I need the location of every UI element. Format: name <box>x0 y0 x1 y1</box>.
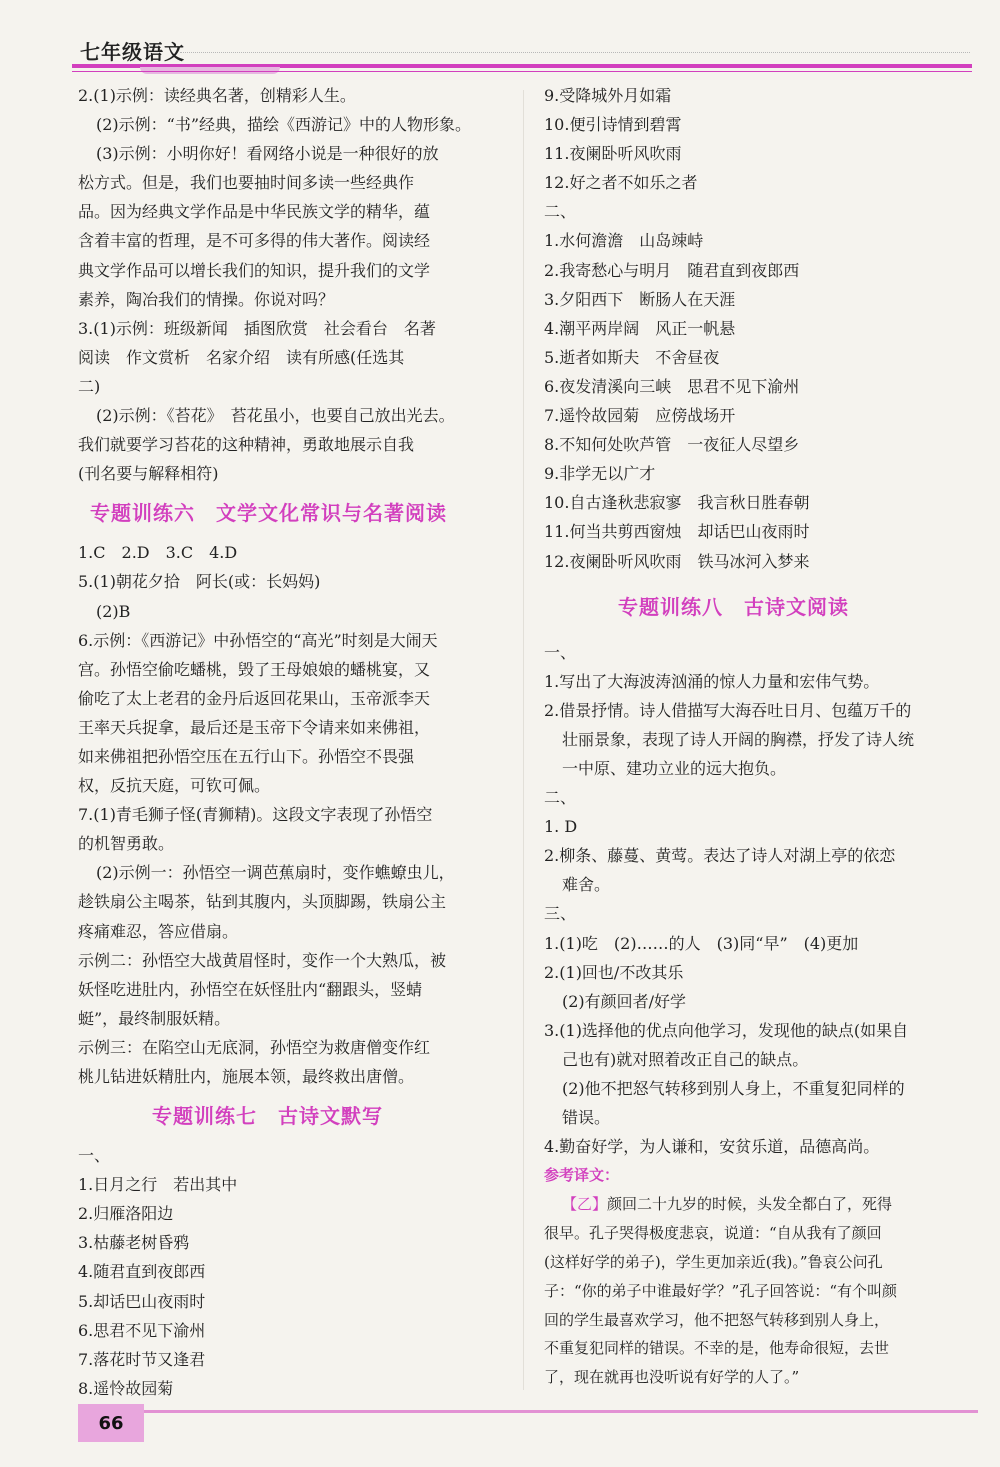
answer-line: 2.(1)回也/不改其乐 <box>544 962 684 982</box>
answer-line: (2)示例一：孙悟空一调芭蕉扇时，变作蟭蟟虫儿， <box>96 863 455 883</box>
answer-line: 我们就要学习苔花的这种精神，勇敢地展示自我 <box>78 435 415 455</box>
translation-line <box>544 1363 974 1392</box>
answer-line: 9.受降城外月如霜 <box>544 86 672 105</box>
answer-line: 3.(1)选择他的优点向他学习，发现他的缺点(如果自 <box>544 1020 909 1040</box>
answer-line: 二、 <box>544 788 577 808</box>
answer-line: 7.落花时节又逢君 <box>78 1349 206 1369</box>
answer-line: 示例二：孙悟空大战黄眉怪时，变作一个大熟瓜，被 <box>78 950 447 970</box>
translation-text: 了，现在就再也没听说有好学的人了。” <box>544 1368 800 1387</box>
answer-line: 偷吃了太上老君的金丹后返回花果山，玉帝派李天 <box>78 688 431 708</box>
answer-line: 一、 <box>78 1146 111 1166</box>
answer-line: 1.C 2.D 3.C 4.D <box>78 543 238 563</box>
answer-line: 10.便引诗情到碧霄 <box>544 115 682 135</box>
answer-line: 2.我寄愁心与明月 随君直到夜郎西 <box>544 260 800 280</box>
answer-line: 松方式。但是，我们也要抽时间多读一些经典作 <box>78 173 415 193</box>
answer-line: 9.非学无以广才 <box>544 464 656 484</box>
answer-line: (2)他不把怒气转移到别人身上，不重复犯同样的 <box>562 1079 905 1098</box>
answer-line: 的机智勇敢。 <box>78 834 175 854</box>
answer-line: (2)B <box>96 601 131 621</box>
answer-line: 权，反抗天庭，可钦可佩。 <box>78 776 271 796</box>
passage-marker: 【乙】 <box>562 1195 608 1214</box>
answer-line: 2.(1)示例：读经典名著，创精彩人生。 <box>78 86 356 105</box>
page-header <box>0 0 1000 90</box>
answer-line: 素养，陶冶我们的情操。你说对吗？ <box>78 289 335 309</box>
answer-line: 1. D <box>544 817 578 837</box>
answer-line: 示例三：在陷空山无底洞，孙悟空为救唐僧变作红 <box>78 1037 431 1057</box>
answer-line: 4.勤奋好学，为人谦和，安贫乐道，品德高尚。 <box>544 1137 880 1157</box>
translation-line <box>544 1334 974 1363</box>
answer-line: (2)示例：《苔花》 苔花虽小，也要自己放出光去。 <box>96 406 455 426</box>
footer-rule <box>78 1410 978 1413</box>
answer-line: 1.水何澹澹 山岛竦峙 <box>544 231 704 251</box>
answer-line: 7.遥怜故园菊 应傍战场开 <box>544 406 736 426</box>
answer-line: 4.潮平两岸阔 风正一帆悬 <box>544 318 736 338</box>
answer-line: 含着丰富的哲理，是不可多得的伟大著作。阅读经 <box>78 231 431 251</box>
answer-line: 壮丽景象，表现了诗人开阔的胸襟，抒发了诗人统 <box>562 729 915 749</box>
translation-text: 颜回二十九岁的时候，头发全都白了，死得 <box>607 1195 893 1214</box>
translation-line <box>544 1248 974 1277</box>
answer-line: 12.好之者不如乐之者 <box>544 173 698 193</box>
answer-line: 1.写出了大海波涛汹涌的惊人力量和宏伟气势。 <box>544 671 880 691</box>
answer-line: 典文学作品可以增长我们的知识，提升我们的文学 <box>78 260 431 280</box>
answer-line: 10.自古逢秋悲寂寥 我言秋日胜春朝 <box>544 493 810 513</box>
section-heading: 专题训练六 文学文化常识与名著阅读 <box>90 501 447 526</box>
translation-text: 很早。孔子哭得极度悲哀，说道：“自从我有了颜回 <box>544 1224 882 1243</box>
answer-line: 趁铁扇公主喝茶，钻到其腹内，头顶脚踢，铁扇公主 <box>78 892 447 912</box>
answer-line: 如来佛祖把孙悟空压在五行山下。孙悟空不畏强 <box>78 746 415 766</box>
answer-line: 5.(1)朝花夕拾 阿长(或：长妈妈) <box>78 572 321 592</box>
answer-line: (刊名要与解释相符) <box>78 464 219 484</box>
answer-line: (2)有颜回者/好学 <box>562 991 687 1011</box>
section-heading: 专题训练七 古诗文默写 <box>152 1104 383 1129</box>
header-thin-rule <box>72 71 972 72</box>
answer-line: 2.借景抒情。诗人借描写大海吞吐日月、包蕴万千的 <box>544 700 912 720</box>
answer-line: 一中原、建功立业的远大抱负。 <box>562 758 787 778</box>
right-column <box>544 81 974 1392</box>
answer-line: 桃儿钻进妖精肚内，施展本领，最终救出唐僧。 <box>78 1067 415 1086</box>
answer-line: 品。因为经典文学作品是中华民族文学的精华，蕴 <box>78 202 431 222</box>
book-title: 七年级语文 <box>80 40 185 64</box>
answer-line: 5.逝者如斯夫 不舍昼夜 <box>544 347 720 367</box>
left-column <box>78 81 506 1403</box>
translation-line <box>544 1190 974 1219</box>
answer-line: 疼痛难忍，答应借扇。 <box>78 921 239 941</box>
answer-line: 8.遥怜故园菊 <box>78 1378 174 1398</box>
translation-line <box>544 1219 974 1248</box>
answer-line: 1.(1)吃 (2)……的人 (3)同“早” (4)更加 <box>544 933 859 953</box>
answer-line: 6.思君不见下渝州 <box>78 1320 206 1340</box>
answer-line: 二) <box>78 376 101 396</box>
answer-line: 二、 <box>544 202 577 222</box>
answer-line: 5.却话巴山夜雨时 <box>78 1291 206 1311</box>
answer-line: 阅读 作文赏析 名家介绍 读有所感(任选其 <box>78 347 405 367</box>
header-dotted-rule <box>180 52 970 53</box>
answer-line: (2)示例：“书”经典，描绘《西游记》中的人物形象。 <box>96 115 472 135</box>
answer-line: 1.日月之行 若出其中 <box>78 1175 238 1195</box>
answer-line: 3.(1)示例：班级新闻 插图欣赏 社会看台 名著 <box>78 318 436 338</box>
answer-line: 11.夜阑卧听风吹雨 <box>544 144 682 164</box>
answer-line: 王率天兵捉拿，最后还是玉帝下令请来如来佛祖， <box>78 717 431 737</box>
page-number: 66 <box>78 1404 144 1442</box>
answer-line: 一、 <box>544 642 577 662</box>
translation-line <box>544 1306 974 1335</box>
answer-line: 2.归雁洛阳边 <box>78 1204 174 1224</box>
answer-line: 宫。孙悟空偷吃蟠桃，毁了王母娘娘的蟠桃宴，又 <box>78 659 431 679</box>
answer-line: 蜓”，最终制服妖精。 <box>78 1008 231 1028</box>
translation-text: 不重复犯同样的错误。不幸的是，他寿命很短，去世 <box>544 1339 890 1358</box>
answer-line: 己也有)就对照着改正自己的缺点。 <box>562 1049 809 1069</box>
answer-line: 7.(1)青毛狮子怪(青狮精)。这段文字表现了孙悟空 <box>78 805 433 825</box>
answer-line: (3)示例：小明你好！看网络小说是一种很好的放 <box>96 144 439 164</box>
answer-line: 8.不知何处吹芦管 一夜征人尽望乡 <box>544 435 800 455</box>
translation-text: 子：“你的弟子中谁最好学？”孔子回答说：“有个叫颜 <box>544 1281 898 1300</box>
answer-line: 3.夕阳西下 断肠人在天涯 <box>544 289 736 309</box>
answer-line: 妖怪吃进肚内，孙悟空在妖怪肚内“翻跟头，竖蜻 <box>78 979 423 999</box>
translation-text: 回的学生最喜欢学习，他不把怒气转移到别人身上， <box>544 1310 890 1329</box>
column-divider <box>523 90 524 1390</box>
answer-line: 6.示例：《西游记》中孙悟空的“高光”时刻是大闹天 <box>78 630 438 650</box>
answer-line: 错误。 <box>562 1108 611 1128</box>
answer-line: 12.夜阑卧听风吹雨 铁马冰河入梦来 <box>544 551 810 571</box>
answer-line: 2.柳条、藤蔓、黄莺。表达了诗人对湖上亭的依恋 <box>544 846 896 866</box>
reference-translation-body <box>544 1190 974 1392</box>
section-heading: 专题训练八 古诗文阅读 <box>618 594 849 619</box>
answer-line: 3.枯藤老树昏鸦 <box>78 1233 190 1253</box>
translation-line <box>544 1277 974 1306</box>
answer-line: 4.随君直到夜郎西 <box>78 1262 206 1282</box>
reference-translation-label: 参考译文： <box>544 1166 620 1185</box>
answer-line: 6.夜发清溪向三峡 思君不见下渝州 <box>544 376 800 396</box>
answer-line: 三、 <box>544 904 577 924</box>
translation-text: (这样好学的弟子)，学生更加亲近(我)。”鲁哀公问孔 <box>544 1252 883 1271</box>
answer-line: 11.何当共剪西窗烛 却话巴山夜雨时 <box>544 522 810 542</box>
answer-line: 难舍。 <box>562 875 611 895</box>
